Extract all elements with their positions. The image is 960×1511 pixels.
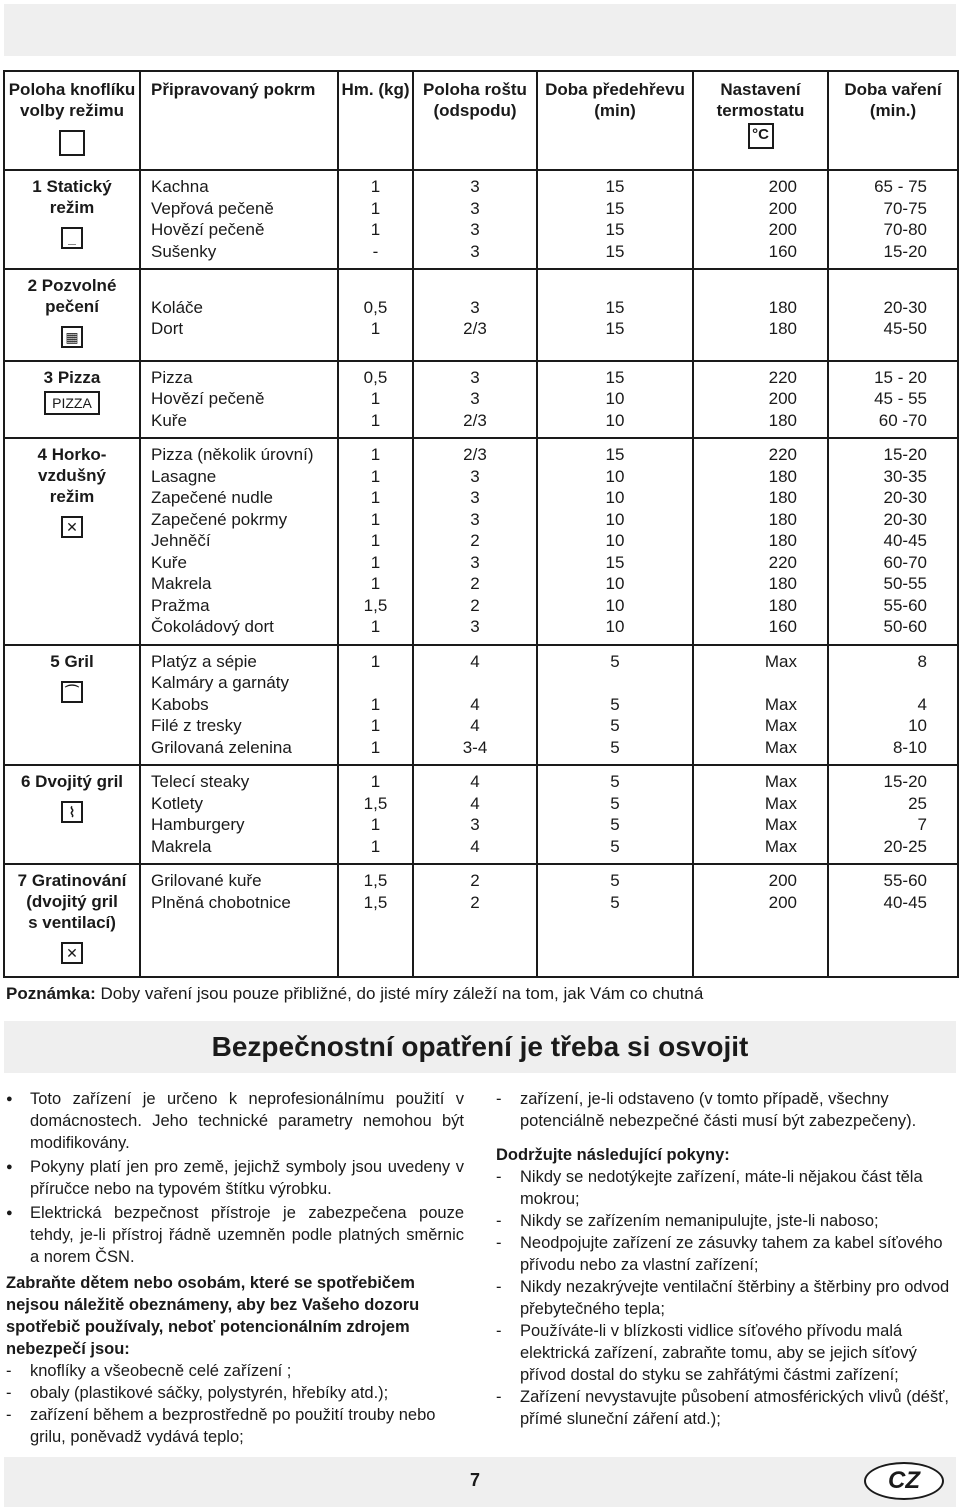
weight-value	[343, 672, 408, 694]
weight-value: 1	[370, 836, 381, 856]
rack-value: 4	[470, 836, 480, 856]
preheat-value	[542, 672, 688, 694]
preheat-value: 10	[605, 410, 625, 430]
weight-value: 1	[370, 772, 381, 791]
top-gray-band	[4, 4, 956, 56]
dish-name: Koláče	[151, 297, 203, 317]
safety-left-column	[6, 1088, 464, 1448]
weight-value: 1	[370, 617, 381, 636]
rack-value: 4	[470, 694, 480, 714]
time-value: 15-20	[883, 445, 927, 464]
dish-name: Kabobs	[151, 694, 209, 714]
weight-value: 1	[370, 815, 381, 834]
dish-name: Pizza (několik úrovní)	[151, 445, 314, 464]
preheat-value: 10	[605, 389, 625, 408]
time-value: 15 - 20	[874, 367, 927, 387]
preheat-cell	[537, 361, 693, 439]
weight-value: 1,5	[363, 871, 388, 890]
instruction-text: Neodpojujte zařízení ze zásuvky tahem za kabel síťového přívodu nebo za vlastní zařízení;	[520, 1234, 943, 1274]
temp-value: 200	[768, 389, 797, 408]
children-item-text: zařízení, je-li odstaveno (v tomto případě, všechny potenciálně nebezpečné části musí být zabezpečeny).	[520, 1090, 917, 1130]
slow-bake-icon: ▦	[61, 326, 83, 348]
mode-label: 7 Gratinování (dvojitý gril s ventilací)	[17, 871, 127, 932]
time-value: 65 - 75	[874, 177, 927, 196]
preheat-cell	[537, 765, 693, 864]
dish-name: Makrela	[151, 574, 212, 593]
dish-name: Kuře	[151, 410, 187, 430]
children-item-text: knoflíky a všeobecně celé zařízení ;	[30, 1362, 292, 1380]
double-grill-icon: ⌇	[61, 801, 83, 823]
dish-name: Vepřová pečeně	[151, 198, 274, 218]
header-mode	[4, 71, 140, 170]
dish-name: Makrela	[151, 836, 212, 856]
rack-value: 3-4	[462, 737, 488, 757]
preheat-value: 15	[605, 177, 625, 196]
weight-value: 1	[370, 574, 381, 593]
rack-cell	[413, 765, 537, 864]
mode-label: 3 Pizza	[43, 367, 101, 387]
note-label: Poznámka:	[6, 984, 96, 1003]
temp-value: 160	[768, 617, 797, 636]
weight-value: 1	[370, 651, 381, 671]
time-value: 20-30	[883, 488, 927, 507]
rack-value: 2	[470, 871, 480, 890]
weight-value: -	[372, 241, 379, 261]
weight-value: 1	[370, 319, 381, 338]
preheat-value: 10	[605, 531, 625, 550]
rack-cell	[413, 269, 537, 361]
temp-value: Max	[764, 716, 797, 735]
header-preheat: Doba předehřevu (min)	[537, 71, 693, 170]
temp-cell	[693, 765, 828, 864]
temp-value: Max	[764, 694, 797, 714]
dish-name: Grilovaná zelenina	[151, 737, 292, 757]
instructions-heading: Dodržujte následující pokyny:	[496, 1146, 730, 1164]
header-dish: Připravovaný pokrm	[140, 71, 338, 170]
dish-name: Pražma	[151, 595, 210, 615]
temp-value: 220	[768, 445, 797, 464]
instruction-item: - Nikdy se zařízením nemanipulujte, jste-li naboso;	[496, 1212, 879, 1230]
instruction-text: Nikdy se nedotýkejte zařízení, máte-li nějakou část těla mokrou;	[520, 1168, 923, 1208]
rack-value: 3	[470, 466, 480, 486]
temp-value: 180	[768, 466, 797, 486]
mode-row	[4, 864, 958, 977]
dish-name: Grilované kuře	[151, 871, 262, 890]
rack-cell	[413, 645, 537, 766]
language-badge: CZ	[864, 1462, 944, 1500]
rack-value: 3	[470, 488, 480, 507]
note-text: Doby vaření jsou pouze přibližné, do jisté míry záleží na tom, jak Vám co chutná	[95, 984, 704, 1003]
mode-label: 2 Pozvolné pečení	[27, 276, 117, 316]
mode-row	[4, 765, 958, 864]
weight-value: 1	[370, 177, 381, 196]
temp-value: Max	[764, 836, 797, 856]
preheat-cell	[537, 645, 693, 766]
children-heading: Zabraňte dětem nebo osobám, které se spotřebičem nejsou náležitě obeznámeny, aby bez Vašeho dozoru spotřebič používaly, neboť potencionálním zdrojem nebezpečí jsou:	[6, 1274, 420, 1358]
dish-cell	[140, 645, 338, 766]
time-value: 50-60	[883, 617, 927, 636]
mode-cell	[4, 645, 140, 766]
mode-knob-icon	[59, 130, 85, 156]
dish-name: Kotlety	[151, 793, 203, 813]
instruction-item: - Používáte-li v blízkosti vidlice síťového přívodu malá elektrická zařízení, zabraňte tomu, aby se jejich síťový přívod dostal do styku se zahřátými částmi zařízení;	[496, 1322, 917, 1384]
time-value: 45-50	[883, 319, 927, 338]
rack-value: 3	[470, 389, 480, 408]
weight-cell	[338, 864, 413, 977]
children-item: - knoflíky a všeobecně celé zařízení ;	[6, 1362, 292, 1380]
temp-value: 200	[768, 198, 797, 218]
time-value: 8	[917, 651, 927, 671]
instruction-item: - Nikdy se nedotýkejte zařízení, máte-li nějakou část těla mokrou;	[496, 1168, 923, 1208]
dish-cell	[140, 361, 338, 439]
instruction-text: Používáte-li v blízkosti vidlice síťového přívodu malá elektrická zařízení, zabraňte tomu, aby se jejich síťový přívod dostal do styku se zahřátými částmi zařízení;	[520, 1322, 917, 1384]
temp-value: 180	[768, 488, 797, 507]
time-cell	[828, 269, 958, 361]
time-value: 8-10	[892, 737, 927, 757]
preheat-value: 15	[605, 445, 625, 464]
temp-cell	[693, 864, 828, 977]
mode-cell	[4, 864, 140, 977]
rack-cell	[413, 170, 537, 269]
time-value: 70-80	[883, 220, 927, 239]
temp-value: 200	[768, 871, 797, 890]
temp-value: Max	[764, 651, 797, 671]
weight-value: 1	[370, 552, 381, 572]
rack-value: 2	[470, 595, 480, 615]
weight-value: 1	[370, 410, 381, 430]
mode-label: 1 Statický režim	[32, 177, 112, 217]
dish-cell	[140, 438, 338, 645]
dish-name: Telecí steaky	[151, 772, 250, 791]
preheat-value: 5	[610, 793, 620, 813]
time-cell	[828, 438, 958, 645]
temp-value: 200	[768, 892, 797, 912]
instruction-item: - Neodpojujte zařízení ze zásuvky tahem za kabel síťového přívodu nebo za vlastní zařízení;	[496, 1234, 943, 1274]
weight-value: 1	[370, 509, 381, 529]
preheat-value: 5	[610, 871, 620, 890]
rack-value: 2/3	[463, 319, 487, 338]
rack-value: 3	[470, 177, 480, 196]
mode-row	[4, 438, 958, 645]
time-value: 15-20	[883, 241, 927, 261]
dish-name: Lasagne	[151, 466, 217, 486]
preheat-value: 10	[605, 488, 625, 507]
dish-name: Sušenky	[151, 241, 217, 261]
weight-value: 1	[370, 220, 381, 239]
children-item-text: obaly (plastikové sáčky, polystyrén, hřebíky atd.);	[30, 1384, 389, 1402]
time-value: 55-60	[883, 595, 927, 615]
safety-right-column	[496, 1088, 956, 1430]
dish-cell	[140, 269, 338, 361]
note	[6, 984, 703, 1004]
rack-value: 4	[470, 651, 480, 671]
preheat-cell	[537, 438, 693, 645]
temp-value: Max	[764, 793, 797, 813]
preheat-value: 15	[605, 367, 625, 387]
mode-cell	[4, 170, 140, 269]
mode-row	[4, 269, 958, 361]
dish-name: Hovězí pečeně	[151, 220, 265, 239]
dish-name: Jehněčí	[151, 531, 211, 550]
temp-cell	[693, 170, 828, 269]
rack-cell	[413, 864, 537, 977]
dish-name: Kachna	[151, 177, 209, 196]
rack-value: 2	[470, 892, 480, 912]
preheat-value: 5	[610, 892, 620, 912]
time-cell	[828, 864, 958, 977]
temp-value: 180	[768, 410, 797, 430]
rack-value	[418, 672, 532, 694]
header-temp	[693, 71, 828, 170]
time-value: 55-60	[883, 871, 927, 890]
time-value: 4	[917, 694, 927, 714]
weight-cell	[338, 765, 413, 864]
preheat-value: 5	[610, 815, 620, 834]
temp-value: Max	[764, 772, 797, 791]
weight-cell	[338, 645, 413, 766]
rack-value: 4	[470, 793, 480, 813]
pizza-mode-icon: PIZZA	[44, 391, 100, 415]
dish-name: Zapečené nudle	[151, 488, 273, 507]
preheat-value: 5	[610, 651, 620, 671]
page-number: 7	[470, 1470, 481, 1490]
time-value: 60 -70	[878, 410, 927, 430]
temp-cell	[693, 645, 828, 766]
instruction-text: Zařízení nevystavujte působení atmosférických vlivů (déšť, přímé sluneční záření atd.);	[520, 1388, 949, 1428]
time-value: 45 - 55	[874, 389, 927, 408]
preheat-value: 5	[610, 836, 620, 856]
header-rack: Poloha roštu (odspodu)	[413, 71, 537, 170]
weight-cell	[338, 438, 413, 645]
time-value: 70-75	[883, 198, 927, 218]
time-cell	[828, 361, 958, 439]
weight-value: 1,5	[363, 892, 388, 912]
preheat-value: 10	[605, 466, 625, 486]
temp-value: Max	[764, 815, 797, 834]
temp-value: 180	[768, 319, 797, 338]
header-time: Doba vaření (min.)	[828, 71, 958, 170]
time-value	[833, 672, 927, 694]
time-cell	[828, 765, 958, 864]
weight-cell	[338, 361, 413, 439]
dish-name: Dort	[151, 319, 184, 338]
preheat-value: 15	[605, 297, 625, 317]
time-value: 7	[917, 815, 927, 834]
dish-name: Zapečené pokrmy	[151, 509, 288, 529]
mode-row	[4, 170, 958, 269]
mode-label: 6 Dvojitý gril	[20, 772, 124, 791]
time-value: 20-30	[883, 509, 927, 529]
header-temp-text: Nastavení termostatu	[716, 80, 805, 120]
children-item: - zařízení během a bezprostředně po použití trouby nebo grilu, poněvadž vydává teplo;	[6, 1406, 436, 1446]
time-value: 10	[908, 716, 927, 735]
dish-name: Kuře	[151, 552, 187, 572]
preheat-value: 10	[605, 617, 625, 636]
children-item: - obaly (plastikové sáčky, polystyrén, hřebíky atd.);	[6, 1384, 389, 1402]
time-value: 20-30	[883, 297, 927, 317]
temp-value: 160	[768, 241, 797, 261]
cooking-table	[3, 70, 959, 978]
dish-cell	[140, 765, 338, 864]
time-value: 40-45	[883, 531, 927, 550]
rack-value: 2/3	[463, 410, 487, 430]
rack-value: 3	[470, 297, 480, 317]
preheat-value: 5	[610, 694, 620, 714]
temp-value: 180	[768, 574, 797, 593]
rack-value: 3	[470, 552, 480, 572]
weight-value: 1	[370, 531, 381, 550]
mode-row	[4, 645, 958, 766]
preheat-value: 10	[605, 509, 625, 529]
rack-value: 3	[470, 509, 480, 529]
temp-value	[698, 672, 797, 694]
weight-value: 1	[370, 445, 381, 464]
rack-value: 4	[470, 716, 480, 735]
rack-value: 3	[470, 198, 480, 218]
instruction-text: Nikdy nezakrývejte ventilační štěrbiny a štěrbiny pro odvod přebytečného tepla;	[520, 1278, 950, 1318]
preheat-cell	[537, 269, 693, 361]
dish-name: Čokoládový dort	[151, 617, 274, 636]
rack-cell	[413, 361, 537, 439]
weight-value: 1	[370, 389, 381, 408]
temp-value: 220	[768, 367, 797, 387]
children-item: - zařízení, je-li odstaveno (v tomto případě, všechny potenciálně nebezpečné části musí být zabezpečeny).	[496, 1090, 917, 1130]
time-value: 25	[908, 793, 927, 813]
preheat-value: 10	[605, 595, 625, 615]
time-value: 40-45	[883, 892, 927, 912]
instruction-text: Nikdy se zařízením nemanipulujte, jste-li naboso;	[520, 1212, 879, 1230]
temp-value: Max	[764, 737, 797, 757]
temp-value: 220	[768, 552, 797, 572]
preheat-value: 15	[605, 241, 625, 261]
preheat-cell	[537, 170, 693, 269]
temp-cell	[693, 361, 828, 439]
weight-value: 1	[370, 737, 381, 757]
temp-value: 200	[768, 177, 797, 196]
gratin-mode-icon: ✕	[61, 942, 83, 964]
rack-cell	[413, 438, 537, 645]
instruction-item: - Zařízení nevystavujte působení atmosférických vlivů (déšť, přímé sluneční záření atd.);	[496, 1388, 949, 1428]
safety-bullet: ● Toto zařízení je určeno k neprofesionálnímu použití v domácnostech. Jeho technické parametry nemohou být modifikovány.	[6, 1088, 464, 1154]
dish-name: Filé z tresky	[151, 716, 242, 735]
header-weight: Hm. (kg)	[338, 71, 413, 170]
header-mode-text: Poloha knoflíku volby režimu	[8, 80, 136, 120]
table-header-row	[4, 71, 958, 170]
preheat-value: 15	[605, 198, 625, 218]
time-value: 30-35	[883, 466, 927, 486]
dish-name: Hovězí pečeně	[151, 389, 265, 408]
preheat-value: 10	[605, 574, 625, 593]
rack-value: 3	[470, 617, 480, 636]
weight-cell	[338, 170, 413, 269]
preheat-value: 5	[610, 737, 620, 757]
temp-value: 180	[768, 595, 797, 615]
temp-value: 180	[768, 509, 797, 529]
mode-cell	[4, 361, 140, 439]
grill-mode-icon: ⌒	[61, 681, 83, 703]
dish-name: Pizza	[151, 367, 193, 387]
time-value: 20-25	[883, 836, 927, 856]
preheat-value: 15	[605, 552, 625, 572]
time-cell	[828, 170, 958, 269]
mode-label: 5 Gril	[50, 651, 94, 671]
weight-cell	[338, 269, 413, 361]
safety-bullet: ● Elektrická bezpečnost přístroje je zabezpečena pouze tehdy, je-li přístroj řádně uzemněn podle platných směrnic a norem ČSN.	[6, 1202, 464, 1268]
rack-value: 3	[470, 815, 480, 834]
preheat-cell	[537, 864, 693, 977]
weight-value: 1	[370, 488, 381, 507]
weight-value: 1	[370, 694, 381, 714]
weight-value: 1	[370, 198, 381, 218]
time-cell	[828, 645, 958, 766]
safety-title: Bezpečnostní opatření je třeba si osvojit	[4, 1021, 956, 1073]
dish-name: Plněná chobotnice	[151, 892, 291, 912]
temp-value: 180	[768, 531, 797, 550]
preheat-value: 5	[610, 716, 620, 735]
weight-value: 1	[370, 716, 381, 735]
weight-value: 1,5	[363, 793, 388, 813]
rack-value: 3	[470, 241, 480, 261]
temp-value: 180	[768, 297, 797, 317]
instruction-item: - Nikdy nezakrývejte ventilační štěrbiny a štěrbiny pro odvod přebytečného tepla;	[496, 1278, 950, 1318]
rack-value: 2	[470, 531, 480, 550]
time-value: 50-55	[883, 574, 927, 593]
preheat-value: 5	[610, 772, 620, 791]
weight-value: 1,5	[363, 595, 388, 615]
dish-name: Hamburgery	[151, 815, 245, 834]
rack-value: 3	[470, 220, 480, 239]
thermostat-icon: °C	[748, 123, 774, 149]
temp-cell	[693, 269, 828, 361]
dish-cell	[140, 170, 338, 269]
fan-mode-icon: ✕	[61, 516, 83, 538]
rack-value: 3	[470, 367, 480, 387]
rack-value: 2/3	[463, 445, 487, 464]
time-value: 60-70	[883, 552, 927, 572]
mode-row	[4, 361, 958, 439]
time-value: 15-20	[883, 772, 927, 791]
temp-cell	[693, 438, 828, 645]
dish-name: Platýz a sépie	[151, 651, 257, 671]
weight-value: 1	[370, 466, 381, 486]
safety-bullet: ● Pokyny platí jen pro země, jejichž symboly jsou uvedeny v příručce nebo na typovém štítku výrobku.	[6, 1156, 464, 1200]
rack-value: 4	[470, 772, 480, 791]
dish-cell	[140, 864, 338, 977]
preheat-value: 15	[605, 319, 625, 338]
dish-name: Kalmáry a garnáty	[151, 673, 289, 692]
mode-cell	[4, 269, 140, 361]
rack-value: 2	[470, 574, 480, 593]
mode-cell	[4, 438, 140, 645]
mode-cell	[4, 765, 140, 864]
mode-label: 4 Horko- vzdušný režim	[37, 445, 107, 506]
weight-value: 0,5	[363, 297, 388, 317]
static-mode-icon: _	[61, 227, 83, 249]
preheat-value: 15	[605, 220, 625, 239]
children-item-text: zařízení během a bezprostředně po použití trouby nebo grilu, poněvadž vydává teplo;	[30, 1406, 436, 1446]
temp-value: 200	[768, 220, 797, 239]
weight-value: 0,5	[363, 367, 388, 387]
